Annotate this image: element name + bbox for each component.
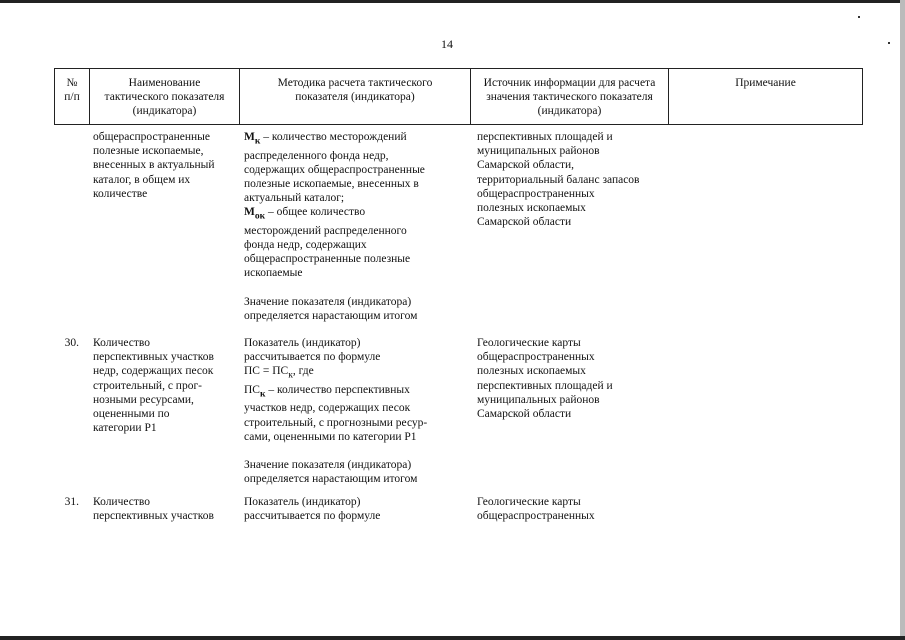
- text-line: внесенных в актуальный: [93, 159, 215, 172]
- header-line: Наименование: [128, 77, 201, 89]
- header-line: Примечание: [735, 77, 796, 89]
- text-line: каталог, в общем их: [93, 173, 191, 186]
- header-indicator-name: [89, 68, 240, 125]
- text-line: перспективных участков: [93, 351, 214, 364]
- text-line: Значение показателя (индикатора): [244, 459, 412, 472]
- header-number: [54, 68, 90, 125]
- formula-mk-definition: $М_к$ – количество месторождений: [244, 131, 407, 147]
- text-line: полезных ископаемых: [477, 202, 586, 215]
- text-line: недр, содержащих песок: [93, 365, 214, 378]
- row-31-method-cell: [244, 495, 380, 523]
- header-line: тактического показателя: [104, 91, 225, 103]
- text-line: Показатель (индикатор): [244, 337, 361, 349]
- text-line: территориальный баланс запасов: [477, 173, 640, 186]
- formula-mok-definition: $М_{ок}$ – общее количество: [244, 206, 366, 222]
- scan-bottom-border: [0, 636, 905, 640]
- row-30-source-cell: [477, 336, 613, 421]
- text-line: строительный, с прогнозными ресур-: [244, 416, 428, 429]
- text-line: ископаемые: [244, 267, 303, 280]
- row-30-number: 30.: [64, 337, 79, 349]
- continuation-source-cell: [477, 130, 639, 229]
- text-line: перспективных участков: [93, 510, 214, 523]
- header-line: значения тактического показателя: [486, 91, 653, 103]
- page-number: 14: [441, 37, 453, 51]
- text-line: полезные ископаемые, внесенных в: [244, 177, 419, 190]
- header-line: (индикатора): [537, 105, 602, 117]
- scan-speck: [888, 42, 890, 44]
- text-line: содержащих общераспространенные: [244, 163, 425, 176]
- text-line: перспективных площадей и: [477, 131, 613, 143]
- text-line: общераспространенных: [477, 351, 595, 364]
- text-line: категории Р1: [93, 422, 157, 435]
- text-line: полезных ископаемых: [477, 365, 586, 378]
- row-30-method-cell: [244, 336, 427, 486]
- header-line: (индикатора): [132, 105, 197, 117]
- header-line: Методика расчета тактического: [277, 77, 433, 89]
- header-line: Источник информации для расчета: [483, 77, 656, 89]
- header-calculation-method: [239, 68, 471, 125]
- scan-top-border: [0, 0, 905, 3]
- row-31-source-cell: [477, 495, 595, 523]
- formula: ПС = $ПС_к$, где: [244, 365, 314, 381]
- text-line: рассчитывается по формуле: [244, 510, 381, 523]
- text-line: Геологические карты: [477, 337, 581, 349]
- text-line: общераспространенных: [477, 510, 595, 523]
- text-line: Количество: [93, 337, 150, 349]
- text-line: строительный, с прог-: [93, 379, 203, 392]
- header-note: [668, 68, 863, 125]
- text-line: общераспространенных: [477, 187, 595, 200]
- header-line: п/п: [64, 91, 80, 103]
- text-line: нозными ресурсами,: [93, 393, 194, 406]
- text-line: определяется нарастающим итогом: [244, 309, 418, 322]
- text-line: муниципальных районов: [477, 145, 600, 158]
- text-line: Показатель (индикатор): [244, 496, 361, 508]
- text-line: общераспространенные: [93, 131, 210, 143]
- text-line: Геологические карты: [477, 496, 581, 508]
- text-line: Самарской области: [477, 216, 572, 229]
- text-line: Самарской области: [477, 408, 572, 421]
- text-line: участков недр, содержащих песок: [244, 402, 411, 415]
- text-line: Значение показателя (индикатора): [244, 295, 412, 308]
- text-line: Самарской области,: [477, 159, 575, 172]
- formula-psk-definition: $ПС_к$ – количество перспективных: [244, 383, 410, 400]
- text-line: перспективных площадей и: [477, 379, 613, 392]
- text-line: оцененными по: [93, 408, 170, 421]
- header-information-source: [470, 68, 669, 125]
- text-line: муниципальных районов: [477, 393, 600, 406]
- text-line: Количество: [93, 496, 150, 508]
- text-line: актуальный каталог;: [244, 192, 345, 205]
- text-line: рассчитывается по формуле: [244, 351, 381, 364]
- text-line: распределенного фонда недр,: [244, 149, 389, 162]
- text-line: определяется нарастающим итогом: [244, 473, 418, 486]
- scan-speck: [858, 16, 860, 18]
- row-30-name-cell: [93, 336, 214, 435]
- header-line: №: [66, 77, 78, 89]
- continuation-method-cell: [244, 130, 425, 323]
- text-line: количестве: [93, 187, 148, 200]
- text-line: полезные ископаемые,: [93, 145, 204, 158]
- row-31-number: 31.: [64, 496, 79, 508]
- scan-right-edge: [900, 0, 905, 640]
- text-line: фонда недр, содержащих: [244, 239, 367, 252]
- row-31-name-cell: [93, 495, 214, 523]
- text-line: месторождений распределенного: [244, 224, 407, 237]
- text-line: общераспространенные полезные: [244, 253, 411, 266]
- continuation-name-cell: [93, 130, 215, 201]
- text-line: сами, оцененными по категории Р1: [244, 430, 417, 443]
- header-line: показателя (индикатора): [295, 91, 415, 103]
